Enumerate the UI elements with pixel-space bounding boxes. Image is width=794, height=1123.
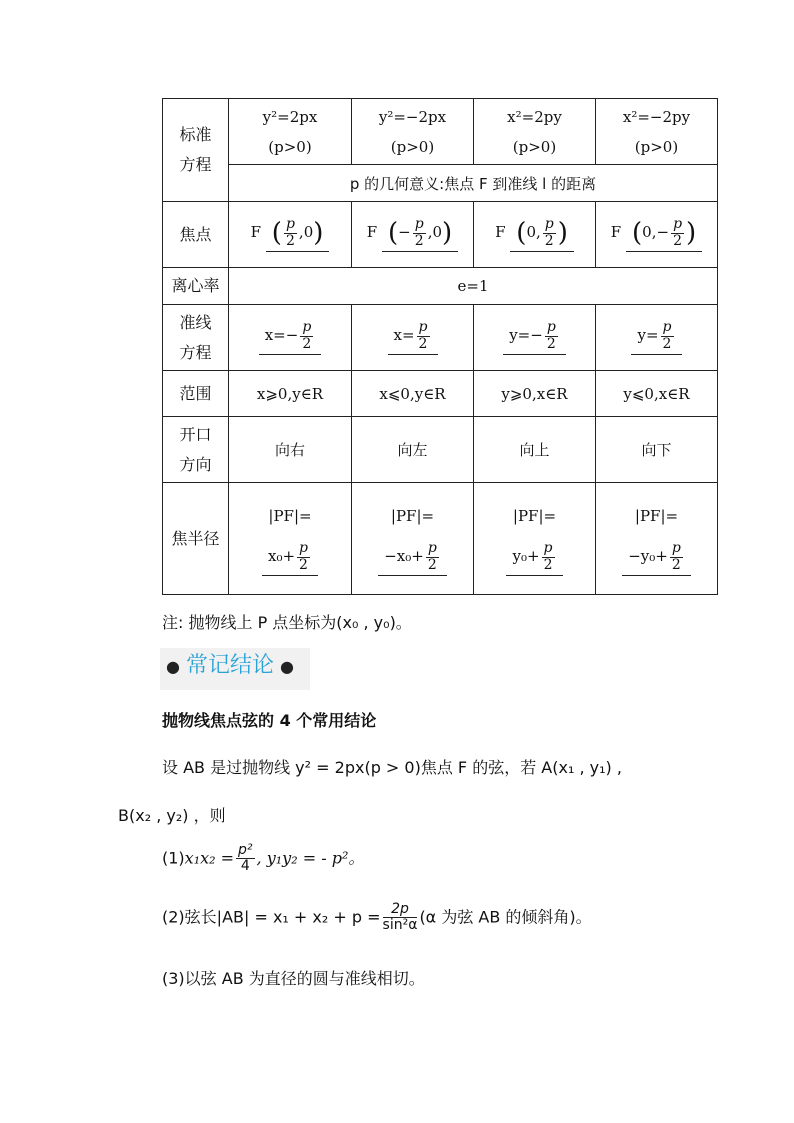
- note: 注: 抛物线上 P 点坐标为(x₀ , y₀)。: [162, 613, 412, 632]
- range-1: x⩾0,y∈R: [229, 371, 352, 417]
- header-directrix: 准线 方程: [163, 305, 229, 371]
- opening-3: 向上: [474, 417, 596, 483]
- header-range: 范围: [163, 371, 229, 417]
- directrix-3: y=− $\frac{p}{2}$: [474, 305, 596, 371]
- directrix-1: x=− $\frac{p}{2}$: [229, 305, 352, 371]
- conclusion-1: (1)x₁x₂ = $\frac{\text{p²}}{4}$ , y₁y₂ = - p²。: [162, 842, 365, 875]
- banner: [160, 648, 310, 690]
- opening-4: 向下: [596, 417, 718, 483]
- range-3: y⩾0,x∈R: [474, 371, 596, 417]
- conclusion-2: (2)弦长|AB| = x₁ + x₂ + p = $\frac{2p}{\text{sin²α}}$ (α 为弦 AB 的倾斜角)。: [162, 901, 592, 934]
- focus-3: F (0, $\frac{p}{2}$ ): [474, 202, 596, 268]
- range-4: y⩽0,x∈R: [596, 371, 718, 417]
- header-standard-equation: 标准 方程: [163, 99, 229, 202]
- std-eq-4: x²=−2py (p>0): [596, 99, 718, 165]
- focus-4: F (0,− $\frac{p}{2}$ ): [596, 202, 718, 268]
- header-focal-radius: 焦半径: [163, 483, 229, 595]
- directrix-4: y= $\frac{p}{2}$: [596, 305, 718, 371]
- std-eq-1: y²=2px (p>0): [229, 99, 352, 165]
- radius-1: |PF|= x₀+ $\frac{p}{2}$: [229, 483, 352, 595]
- parabola-properties-table: [162, 98, 718, 595]
- radius-4: |PF|= −y₀+ $\frac{p}{2}$: [596, 483, 718, 595]
- focus-2: F (− $\frac{p}{2}$ ,0): [352, 202, 474, 268]
- opening-2: 向左: [352, 417, 474, 483]
- eccentricity-value: e=1: [229, 268, 718, 305]
- directrix-2: x= $\frac{p}{2}$: [352, 305, 474, 371]
- range-2: x⩽0,y∈R: [352, 371, 474, 417]
- radius-2: |PF|= −x₀+ $\frac{p}{2}$: [352, 483, 474, 595]
- focus-1: F ( $\frac{p}{2}$ ,0): [229, 202, 352, 268]
- section-title: 抛物线焦点弦的 4 个常用结论: [162, 711, 377, 730]
- opening-1: 向右: [229, 417, 352, 483]
- banner-title: 常记结论: [185, 653, 274, 678]
- bullet-icon: ●: [279, 657, 294, 676]
- std-eq-3: x²=2py (p>0): [474, 99, 596, 165]
- std-eq-2: y²=−2px (p>0): [352, 99, 474, 165]
- setup-line-2: B(x₂ , y₂) ，则: [118, 806, 226, 825]
- radius-3: |PF|= y₀+ $\frac{p}{2}$: [474, 483, 596, 595]
- header-eccentricity: 离心率: [163, 268, 229, 305]
- bullet-icon: ●: [166, 657, 180, 676]
- setup-line-1: 设 AB 是过抛物线 y² = 2px(p > 0)焦点 F 的弦，若 A(x₁ , y₁) ,: [162, 758, 622, 777]
- header-opening: 开口 方向: [163, 417, 229, 483]
- conclusion-3: (3)以弦 AB 为直径的圆与准线相切。: [162, 969, 425, 988]
- header-focus: 焦点: [163, 202, 229, 268]
- p-meaning: p 的几何意义:焦点 F 到准线 l 的距离: [229, 165, 718, 202]
